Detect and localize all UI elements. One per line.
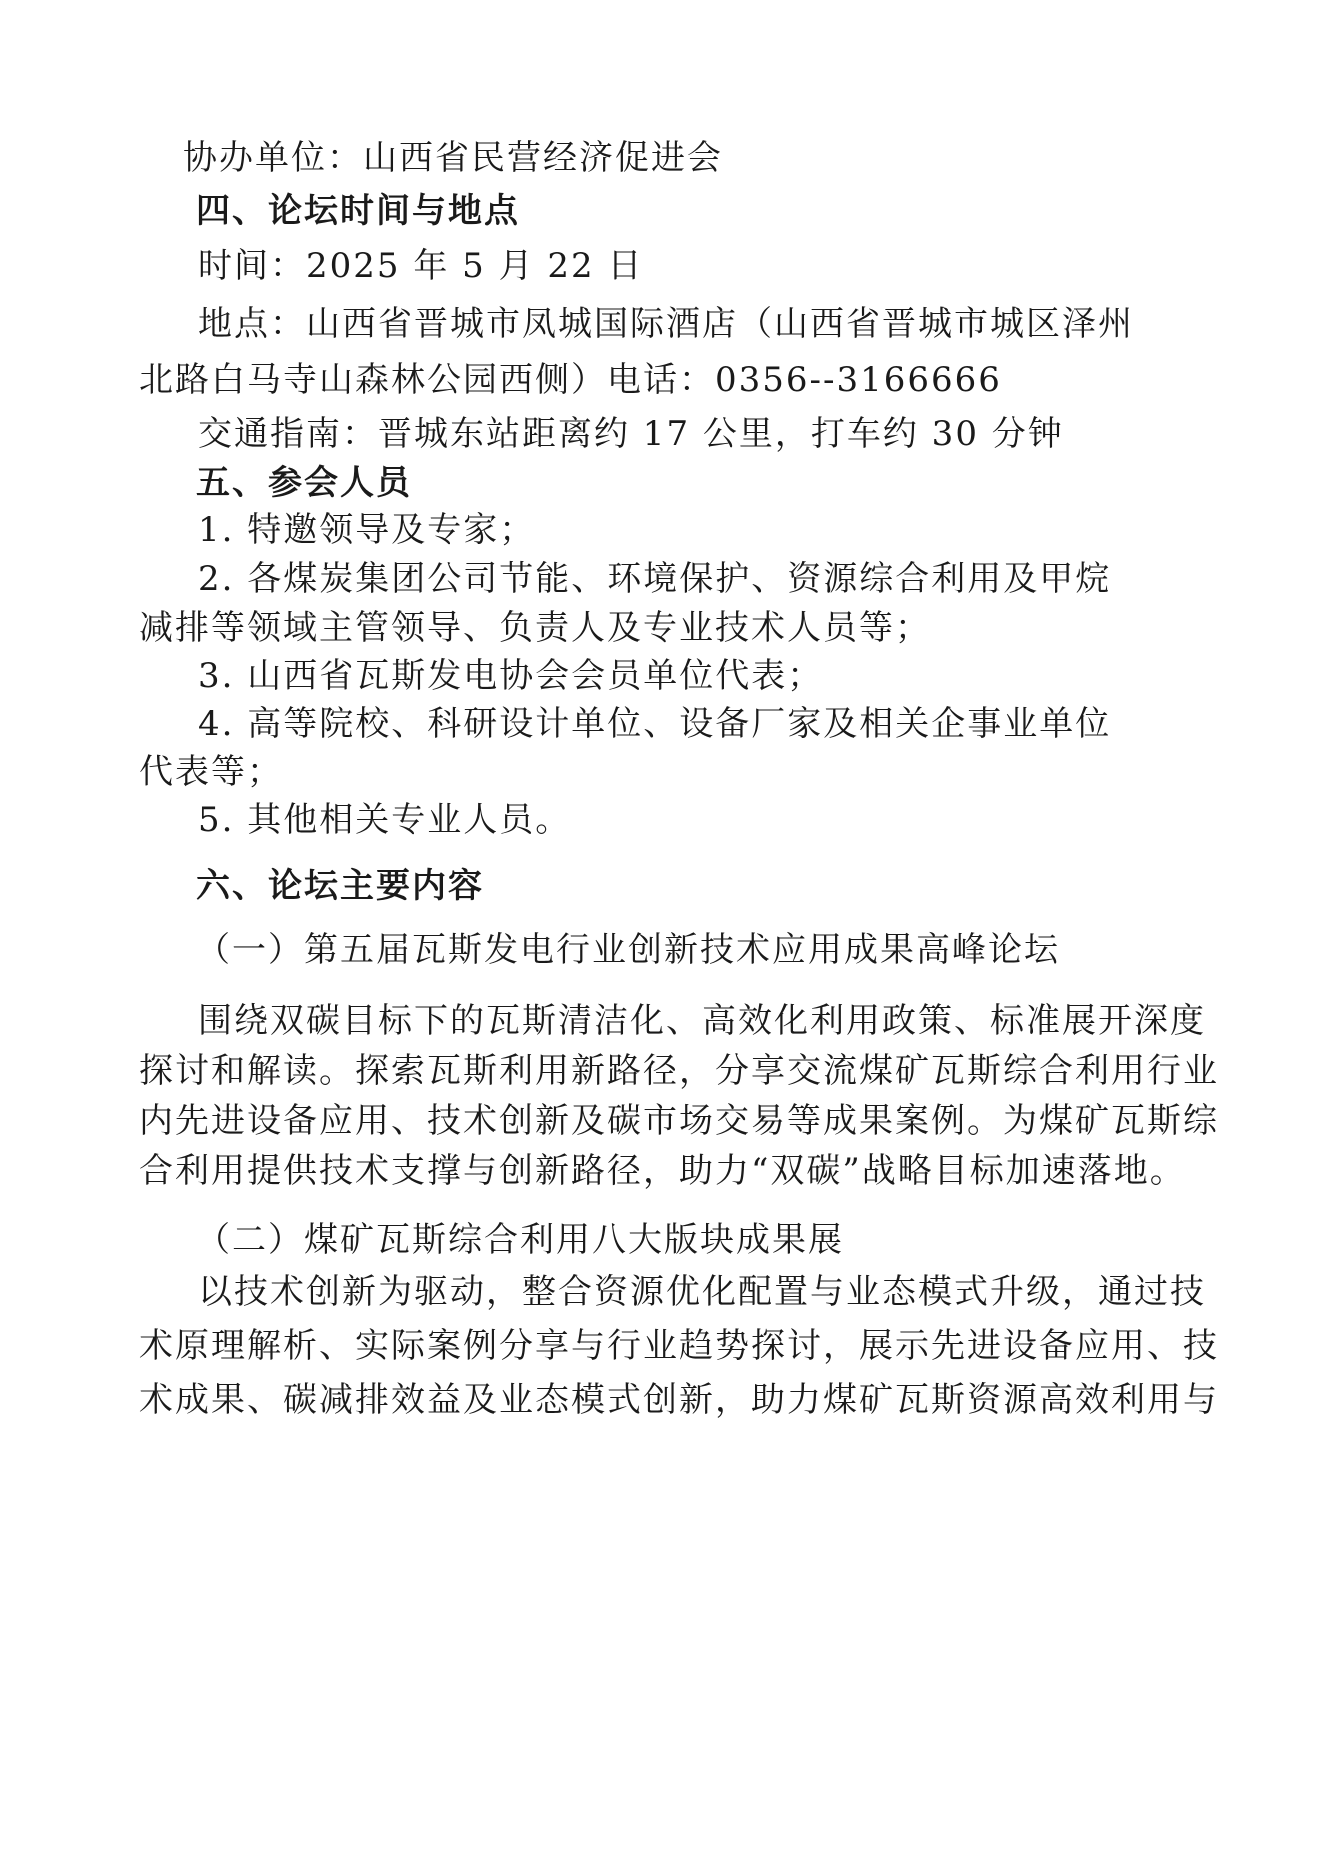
- organizer-assist-line: 协办单位：山西省民营经济促进会: [183, 138, 723, 178]
- transport-line: 交通指南：晋城东站距离约 17 公里，打车约 30 分钟: [198, 414, 1064, 454]
- subsection-1-para-line-4: 合利用提供技术支撑与创新路径，助力“双碳”战略目标加速落地。: [139, 1151, 1186, 1191]
- subsection-2-para-line-1: 以技术创新为驱动，整合资源优化配置与业态模式升级，通过技: [198, 1272, 1206, 1312]
- venue-line-2: 北路白马寺山森林公园西侧）电话：0356--3166666: [139, 360, 1002, 400]
- subsection-1-para-line-1: 围绕双碳目标下的瓦斯清洁化、高效化利用政策、标准展开深度: [198, 1001, 1206, 1041]
- section-4-heading: 四、论坛时间与地点: [196, 191, 520, 231]
- subsection-2-para-line-2: 术原理解析、实际案例分享与行业趋势探讨，展示先进设备应用、技: [139, 1326, 1219, 1366]
- subsection-1-para-line-3: 内先进设备应用、技术创新及碳市场交易等成果案例。为煤矿瓦斯综: [139, 1101, 1219, 1141]
- time-line: 时间：2025 年 5 月 22 日: [198, 246, 644, 286]
- subsection-1-title: （一）第五届瓦斯发电行业创新技术应用成果高峰论坛: [196, 930, 1060, 970]
- venue-line-1: 地点：山西省晋城市凤城国际酒店（山西省晋城市城区泽州: [198, 304, 1134, 344]
- attendee-item-2-line-2: 减排等领域主管领导、负责人及专业技术人员等；: [139, 608, 931, 648]
- attendee-item-2-line-1: 2. 各煤炭集团公司节能、环境保护、资源综合利用及甲烷: [198, 559, 1112, 599]
- subsection-1-para-line-2: 探讨和解读。探索瓦斯利用新路径，分享交流煤矿瓦斯综合利用行业: [139, 1051, 1219, 1091]
- section-6-heading: 六、论坛主要内容: [196, 866, 484, 906]
- attendee-item-3: 3. 山西省瓦斯发电协会会员单位代表；: [198, 656, 824, 696]
- attendee-item-4-line-1: 4. 高等院校、科研设计单位、设备厂家及相关企事业单位: [198, 704, 1112, 744]
- attendee-item-1: 1. 特邀领导及专家；: [198, 510, 536, 550]
- attendee-item-5: 5. 其他相关专业人员。: [198, 800, 572, 840]
- subsection-2-para-line-3: 术成果、碳减排效益及业态模式创新，助力煤矿瓦斯资源高效利用与: [139, 1380, 1219, 1420]
- attendee-item-4-line-2: 代表等；: [139, 752, 283, 792]
- subsection-2-title: （二）煤矿瓦斯综合利用八大版块成果展: [196, 1220, 844, 1260]
- section-5-heading: 五、参会人员: [196, 463, 412, 503]
